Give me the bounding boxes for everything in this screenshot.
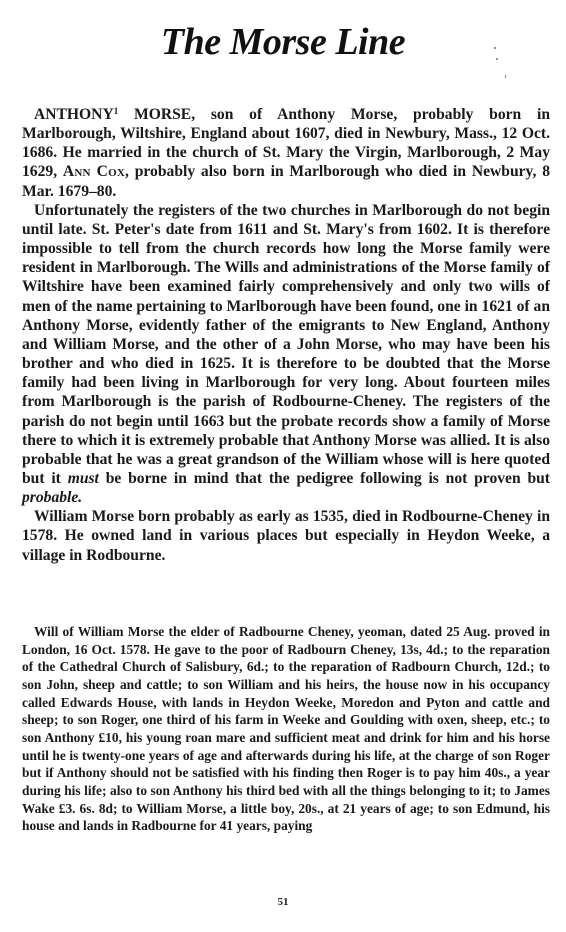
paper-speck <box>494 47 496 49</box>
spouse-name: Ann Cox <box>62 163 126 181</box>
paragraph-text: William Morse born probably as early as 1535, died in Rodbourne-Cheney in 1578. He owned land in various places but especially in Heydon Weeke, a village in Rodbourne. <box>22 508 550 564</box>
paragraph-will <box>22 623 550 835</box>
paragraph-text: Will of William Morse the elder of Radbourne Cheney, yeoman, dated 25 Aug. proved in London, 16 Oct. 1578. He gave to the poor of Radbourn Cheney, 13s, 4d.; to the reparation of the Cathedral Church of Salisbury, 6d.; to the reparation of Radbourn Church, 12d.; to son John, sheep and cattle; to son William and his heirs, the house now in his occupancy called Edwards House, with lands in Heydon Weeke, Moredon and Pyton and cattle and sheep; to son Roger, one third of his farm in Weeke and Goulding with oxen, sheep, etc.; to son Anthony £10, his young roan mare and sufficient meat and drink for him and his horse until he is twenty-one years of age and afterwards during his life, at the charge of son Roger but if Anthony should not be satisfied with his finding then Roger is to pay him 40s., a year during his life; also to son Anthony his third bed with all the things belonging to it; to James Wake £3. 6s. 8d; to William Morse, a little boy, 20s., at 21 years of age; to son Edmund, his house and lands in Radbourne for 41 years, paying <box>22 624 550 834</box>
page-title: The Morse Line <box>160 21 406 63</box>
paragraph-text: , probably also born in Marlborough who died in Newbury, 8 Mar. 1679–80. <box>22 163 550 200</box>
page-number: 51 <box>277 896 289 908</box>
paragraph-registers <box>22 201 550 508</box>
paragraph-text: , son of Anthony Morse, probably born in Marlborough, Wiltshire, England about 1607, died in Newbury, Mass., 12 Oct. 1686. He married in the church of St. Mary the Virgin, Marlborough, 2 May 1629, <box>22 106 550 181</box>
paragraph-anthony-morse <box>22 102 550 201</box>
paragraph-text: be borne in mind that the pedigree following is not proven but <box>98 469 550 487</box>
person-surname: MORSE <box>118 106 192 123</box>
paragraph-text: Unfortunately the registers of the two churches in Marlborough do not begin until late. St. Peter's date from 1611 and St. Mary's from 1602. It is therefore impossible to tell from the church records how long the Morse family were resident in Marlborough. The Wills and administrations of the Morse family of Wiltshire have been examined fairly comprehensively and only two wills of men of the name pertaining to Marlborough have been found, one in 1621 of an Anthony Morse, evidently father of the emigrants to New England, Anthony and William Morse, and the other of a John Morse, who may have been his brother and who died in 1625. It is therefore to be doubted that the Morse family had been living in Marlborough for very long. About fourteen miles from Marlborough is the parish of Rodbourne-Cheney. The registers of the parish do not begin until 1663 but the probate records show a family of Morse there to which it is extremely probable that Anthony Morse was allied. It is also probable that he was a great grandson of the William whose will is here quoted but it <box>22 201 550 487</box>
emphasis-text: probable. <box>22 489 83 507</box>
generation-superscript: 1 <box>113 106 119 116</box>
paper-speck <box>505 75 506 78</box>
person-name: ANTHONY <box>34 106 114 123</box>
emphasis-text: must <box>67 469 99 487</box>
paragraph-william-morse <box>22 507 550 564</box>
paper-speck <box>496 58 498 60</box>
main-text <box>22 102 550 565</box>
will-text <box>22 623 550 835</box>
